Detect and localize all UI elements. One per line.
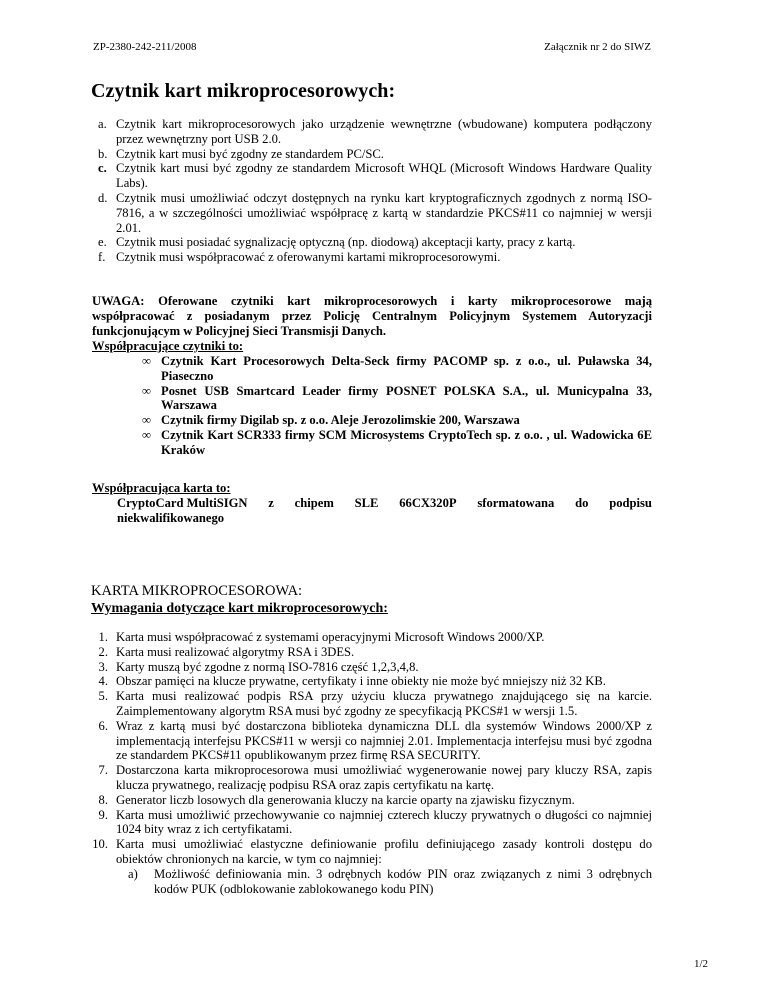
list-item: [92, 719, 652, 763]
infinity-bullet-icon: ∞: [142, 354, 151, 368]
list-item-text: Czytnik firmy Digilab sp. z o.o. Aleje Jerozolimskie 200, Warszawa: [161, 413, 520, 428]
list-item: [92, 235, 652, 250]
list-item: [92, 630, 652, 645]
list-item: [92, 117, 652, 147]
list-marker: 1.: [98, 630, 108, 644]
list-item-text: Karta musi umożliwiać elastyczne definiowanie profilu definiującego zasady kontroli dostępu do obiektów chronionych na karcie, w tym co najmniej:: [116, 837, 652, 866]
list-item-text: Generator liczb losowych dla generowania kluczy na karcie oparty na zjawisku fizycznym.: [116, 792, 575, 807]
sub-list-item: [116, 867, 652, 897]
list-item: [92, 793, 652, 808]
list-marker: c.: [98, 161, 107, 176]
list-item: [92, 413, 652, 428]
list-marker: b.: [98, 146, 108, 161]
list-item-text: Czytnik kart mikroprocesorowych jako urządzenie wewnętrzne (wbudowane) komputera podłączony przez wewnętrzny port USB 2.0.: [116, 117, 652, 146]
list-item-text: Karty muszą być zgodne z normą ISO-7816 część 1,2,3,4,8.: [116, 659, 419, 674]
infinity-bullet-icon: ∞: [142, 427, 151, 442]
list-marker: 2.: [98, 644, 108, 659]
card-word: chipem: [294, 496, 334, 510]
sub-list-item-text: Możliwość definiowania min. 3 odrębnych kodów PIN oraz związanych z nimi 3 odrębnych kodów PUK (odblokowanie zablokowanego kodu PIN): [154, 866, 652, 896]
section-subtitle: Wymagania dotyczące kart mikroprocesorowych:: [91, 601, 388, 616]
list-item-text: Dostarczona karta mikroprocesorowa musi umożliwiać wygenerowanie nowej pary kluczy RSA, zapis klucza prywatnego, realizację podpisu RSA oraz zapis certyfikatu na kartę.: [116, 763, 652, 792]
list-marker: 5.: [98, 689, 108, 704]
list-item-text: Czytnik kart musi być zgodny ze standardem Microsoft WHQL (Microsoft Windows Hardware Quality Labs).: [116, 161, 652, 191]
list-item: [92, 147, 652, 162]
header-attachment: Załącznik nr 2 do SIWZ: [544, 41, 651, 53]
list-item: [92, 674, 652, 689]
list-item-text: Czytnik Kart SCR333 firmy SCM Microsystems CryptoTech sp. z o.o. , ul. Wadowicka 6E Kraków: [161, 427, 652, 457]
list-marker: 3.: [98, 659, 108, 674]
sub-list-marker: a): [128, 866, 138, 881]
list-marker: 7.: [98, 763, 108, 778]
page-title: Czytnik kart mikroprocesorowych:: [91, 80, 396, 102]
page-number: 1/2: [693, 958, 708, 970]
list-item-text: Posnet USB Smartcard Leader firmy POSNET POLSKA S.A., ul. Municypalna 33, Warszawa: [161, 383, 652, 413]
list-item: [92, 660, 652, 675]
list-marker: a.: [98, 117, 107, 131]
infinity-bullet-icon: ∞: [142, 413, 151, 428]
card-word: sformatowana: [477, 496, 555, 510]
list-item: [92, 428, 652, 458]
compatible-card-description: [92, 496, 677, 526]
card-word: CryptoCard MultiSIGN: [117, 496, 248, 510]
list-item-text: Karta musi realizować podpis RSA przy użyciu klucza prywatnego znajdującego się na karcie. Zaimplementowany algorytm RSA musi być zgodny ze specyfikacją PKCS#1 w wersji 1.5.: [116, 689, 652, 718]
warning-paragraph: UWAGA: Oferowane czytniki kart mikroprocesorowych i karty mikroprocesorowe mają współpracować z posiadanym przez Policję Centralnym Policyjnym Systemem Autoryzacji funkcjonującym w Policyjnej Sieci Transmisji Danych.: [92, 294, 652, 338]
list-marker: 4.: [98, 674, 108, 689]
list-marker: d.: [98, 190, 108, 205]
list-item-text: Czytnik musi współpracować z oferowanymi kartami mikroprocesorowymi.: [116, 250, 501, 265]
compatible-readers-list: [92, 354, 652, 458]
card-word: z: [268, 496, 274, 510]
list-item-text: Czytnik musi umożliwiać odczyt dostępnych na rynku kart kryptograficznych zgodnych z normą ISO-7816, a w szczególności umożliwiać współpracę z kartą w standardzie PKCS#11 co najmniej w wersji 2.01.: [116, 190, 652, 235]
list-marker: f.: [98, 250, 106, 265]
list-item: [92, 808, 652, 838]
list-item-text: Karta musi umożliwić przechowywanie co najmniej czterech kluczy prywatnych o długości co najmniej 1024 bity wraz z ich certyfikatami.: [116, 807, 652, 837]
list-marker: e.: [98, 235, 107, 250]
card-description-line2: niekwalifikowanego: [117, 510, 225, 525]
list-item: [92, 250, 652, 265]
list-marker: 10.: [92, 837, 108, 852]
reader-requirements: [92, 117, 652, 265]
header-reference: ZP-2380-242-211/2008: [93, 41, 197, 53]
card-requirements: [92, 630, 652, 896]
list-item: [92, 763, 652, 793]
list-item-text: Wraz z kartą musi być dostarczona biblioteka dynamiczna DLL dla systemów Windows 2000/XP z implementacją interfejsu PKCS#11 w wersji co najmniej 2.01. Implementacja interfejsu musi być zgodna ze standardem PKCS#11 opublikowanym przez firmę RSA SECURITY.: [116, 718, 652, 763]
card-word: SLE: [354, 496, 379, 510]
list-item: [92, 689, 652, 719]
card-word: do: [575, 496, 589, 510]
list-item: [92, 161, 652, 191]
list-item: [92, 837, 652, 896]
list-item: [92, 645, 652, 660]
list-item: [92, 191, 652, 235]
list-item-text: Karta musi realizować algorytmy RSA i 3DES.: [116, 644, 355, 659]
list-item: [92, 354, 652, 384]
list-item-text: Karta musi współpracować z systemami operacyjnymi Microsoft Windows 2000/XP.: [116, 630, 545, 644]
infinity-bullet-icon: ∞: [142, 383, 151, 398]
section-title: KARTA MIKROPROCESOROWA:: [91, 583, 303, 599]
list-item-text: Obszar pamięci na klucze prywatne, certyfikaty i inne obiekty nie może być mniejszy niż 32 KB.: [116, 674, 606, 689]
list-item: [92, 384, 652, 414]
card-word: podpisu: [609, 496, 652, 510]
compatible-card-heading: Współpracująca karta to:: [92, 481, 231, 495]
list-marker: 9.: [98, 807, 108, 822]
list-marker: 6.: [98, 718, 108, 733]
list-item-text: Czytnik musi posiadać sygnalizację optyczną (np. diodową) akceptacji karty, pracy z kartą.: [116, 235, 576, 250]
list-marker: 8.: [98, 792, 108, 807]
card-word: 66CX320P: [399, 496, 457, 510]
list-item-text: Czytnik Kart Procesorowych Delta-Seck firmy PACOMP sp. z o.o., ul. Puławska 34, Piaseczno: [161, 354, 652, 383]
compatible-readers-heading: Współpracujące czytniki to:: [92, 339, 244, 353]
list-item-text: Czytnik kart musi być zgodny ze standardem PC/SC.: [116, 146, 384, 161]
